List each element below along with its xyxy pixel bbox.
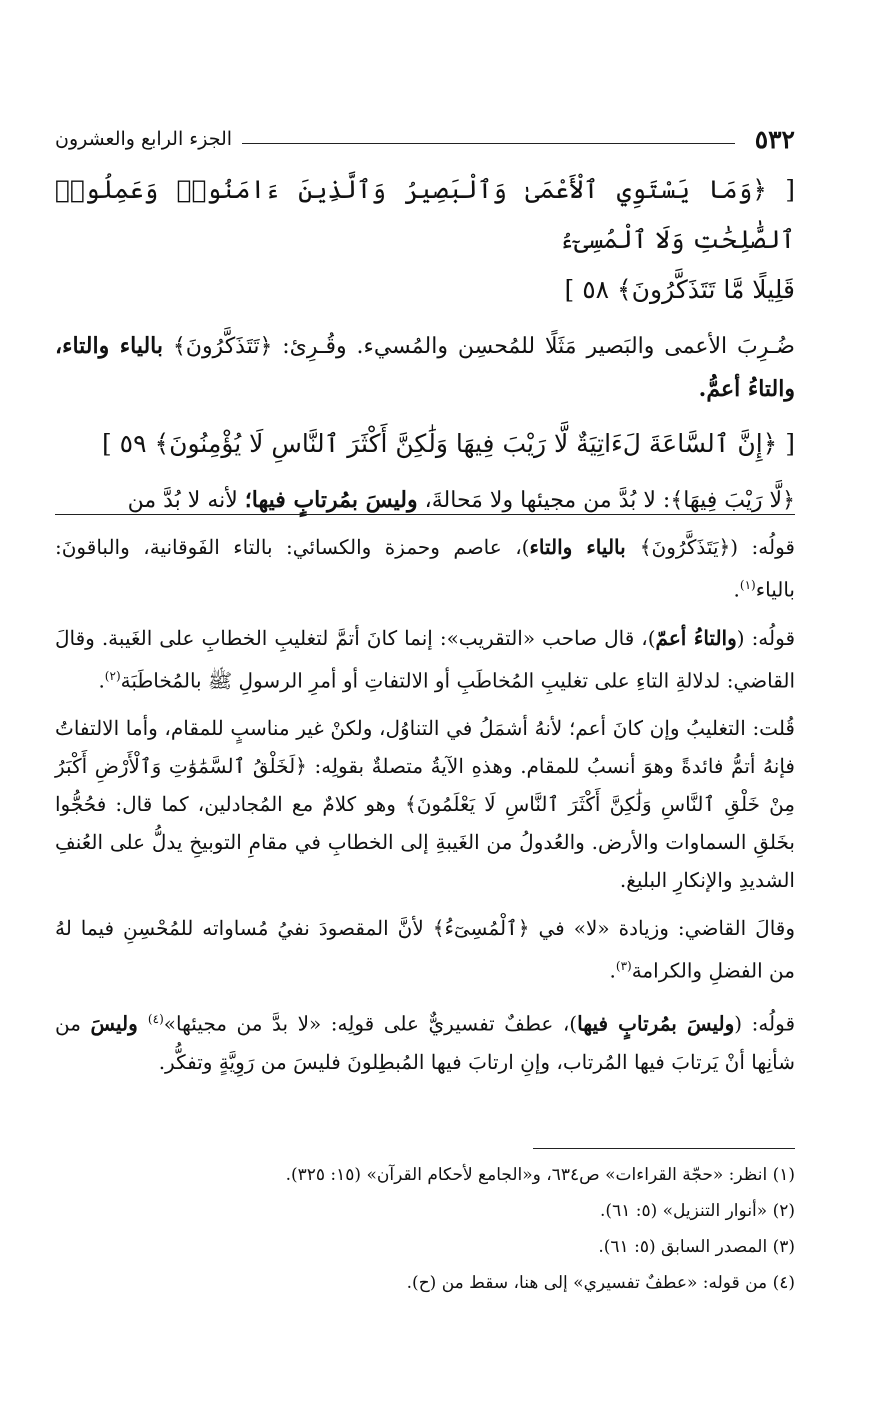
note-4-text-b: لأنَّ المقصودَ نفيُ مُساواته للمُحْسِنِ فيما لهُ من الفضلِ والكرامة xyxy=(55,916,795,983)
note-5 xyxy=(55,1000,795,1081)
page-header xyxy=(55,122,795,156)
commentary-paragraph-1 xyxy=(55,325,795,411)
main-notes-separator xyxy=(55,514,795,515)
running-title: الجزء الرابع والعشرون xyxy=(55,128,233,150)
commentary-paragraph-2 xyxy=(55,479,795,522)
footnote-1: (١) انظر: «حجّة القراءات» ص٦٣٤، و«الجامع لأحكام القرآن» (١٥: ٣٢٥). xyxy=(285,1165,795,1185)
note-2-footnote-ref[interactable]: (٢) xyxy=(104,668,121,683)
note-5-bold-b: وليسَ xyxy=(90,1011,148,1036)
note-2-intro: قولُه: ( xyxy=(736,625,796,650)
footnotes xyxy=(75,1160,795,1304)
note-1-intro: قولُه: ( xyxy=(730,535,795,559)
note-1-end: . xyxy=(733,577,740,602)
commentary-2-text-c: لأنه لا بُدَّ من xyxy=(127,488,238,513)
commentary-1-text-b: بالياء والتاء، والتاءُ أعمُّ. xyxy=(55,333,795,402)
note-4-end: . xyxy=(609,958,616,983)
main-text xyxy=(55,165,795,530)
note-4-footnote-ref[interactable]: (٣) xyxy=(615,959,632,974)
note-1-rest: )، عاصم وحمزة والكسائي: بالتاء الفَوقانية، والباقونَ: بالياء xyxy=(55,535,795,602)
verse-58-line-2: قَلِيلًا مَّا تَتَذَكَّرُونَ﴾ ٥٨ ] xyxy=(564,275,795,304)
note-2 xyxy=(55,619,795,700)
note-2-end: . xyxy=(98,668,105,693)
note-3-text-a: قُلت: التغليبُ وإن كانَ أعم؛ لأنهُ أشمَلُ في التناوُل، ولكنْ غير مناسبٍ للمقام، وأما الالتفاتُ فإنهُ أتمُّ فائدةً وهوَ أنسبُ للمقام. وهذهِ الآيةُ متصلةٌ بقولِه: xyxy=(55,716,795,779)
note-5-text-b: من شأنِها أنْ يَرتابَ فيها المُرتاب، وإنِ ارتابَ فيها المُبطِلونَ فليسَ من رَوِيَّةٍ وتفكُّر. xyxy=(55,1011,795,1074)
note-2-rest: )، قال صاحب «التقريب»: إنما كانَ أتمَّ لتغليبِ الخطابِ على الغَيبة. وقالَ القاضي: لدلالةِ التاءِ على تغليبِ المُخاطَبِ أو الالتفاتِ أو أمرِ الرسولِ ﷺ بالمُخاطَبَة xyxy=(55,625,795,693)
footnotes-separator xyxy=(533,1148,795,1149)
commentary-1-text-a: ضُـرِبَ الأعمى والبَصير مَثَلًا للمُحسِن والمُسيء. وقُـرِئ: xyxy=(282,334,795,359)
quran-verse-58 xyxy=(55,165,795,315)
commentary-2-text-a: : لا بُدَّ من مجيئها ولا مَحالةَ، xyxy=(424,488,671,513)
note-3 xyxy=(55,709,795,899)
note-1 xyxy=(55,528,795,609)
commentary-1-quote: ﴿تَتَذَكَّرُونَ﴾ xyxy=(172,334,273,359)
note-4-quote: ﴿ٱلْمُسِىٓءُ﴾ xyxy=(432,916,530,941)
note-2-bold: والتاءُ أعمّ xyxy=(655,625,737,650)
note-5-intro: قولُه: ( xyxy=(734,1011,796,1036)
note-5-footnote-ref[interactable]: (٤) xyxy=(147,1011,164,1026)
note-4-text-a: وقالَ القاضي: وزيادة «لا» في xyxy=(538,916,796,941)
verse-58-line-1: [ ﴿وَمَا يَسْتَوِي ٱلْأَعْمَىٰ وَٱلْبَصِيرُ وَٱلَّذِينَ ءَامَنُوا۟ وَعَمِلُوا۟ ٱلصَّٰلِحَٰتِ وَلَا ٱلْمُسِىٓءُ xyxy=(55,175,795,254)
marginal-notes xyxy=(55,528,795,1091)
note-3-quote: ﴿لَخَلْقُ ٱلسَّمَٰوَٰتِ وَٱلْأَرْضِ أَكْبَرُ مِنْ خَلْقِ ٱلنَّاسِ وَلَٰكِنَّ أَكْثَرَ ٱلنَّاسِ لَا يَعْلَمُونَ﴾ xyxy=(55,754,796,817)
commentary-2-text-b: وليسَ بمُرتابٍ فيها؛ xyxy=(244,487,418,513)
quran-verse-59: [ ﴿إِنَّ ٱلسَّاعَةَ لَءَاتِيَةٌ لَّا رَيْبَ فِيهَا وَلَٰكِنَّ أَكْثَرَ ٱلنَّاسِ لَا يُؤْمِنُونَ﴾ ٥٩ ] xyxy=(101,429,795,458)
commentary-2-quote: ﴿لَّا رَيْبَ فِيهَا﴾ xyxy=(670,488,795,513)
footnote-3: (٣) المصدر السابق (٥: ٦١). xyxy=(598,1237,795,1257)
page-number: ٥٣٢ xyxy=(754,124,795,154)
note-1-quote: ﴿يَتَذَكَّرُونَ﴾ xyxy=(639,535,731,559)
note-5-text-a: )، عطفٌ تفسيريٌّ على قولِه: «لا بدَّ من مجيئها» xyxy=(163,1011,578,1036)
note-3-text-b: وهو كلامٌ مع المُجادلين، كما قال: فحُجُّوا بخَلقِ السماوات والأرض. والعُدولُ من الغَيبةِ إلى الخطابِ في مقامِ التوبيخِ يدلُّ على العُنفِ الشديدِ والإنكارِ البليغ. xyxy=(55,792,795,893)
note-4 xyxy=(55,909,795,990)
header-rule xyxy=(242,143,735,144)
footnote-4: (٤) من قوله: «عطفٌ تفسيري» إلى هنا، سقط من (ح). xyxy=(406,1273,795,1293)
note-5-bold-a: وليسَ بمُرتابٍ فيها xyxy=(577,1011,735,1036)
footnote-2: (٢) «أنوار التنزيل» (٥: ٦١). xyxy=(600,1201,795,1221)
note-1-bold: بالياء والتاء xyxy=(529,535,640,559)
note-1-footnote-ref[interactable]: (١) xyxy=(739,578,756,592)
